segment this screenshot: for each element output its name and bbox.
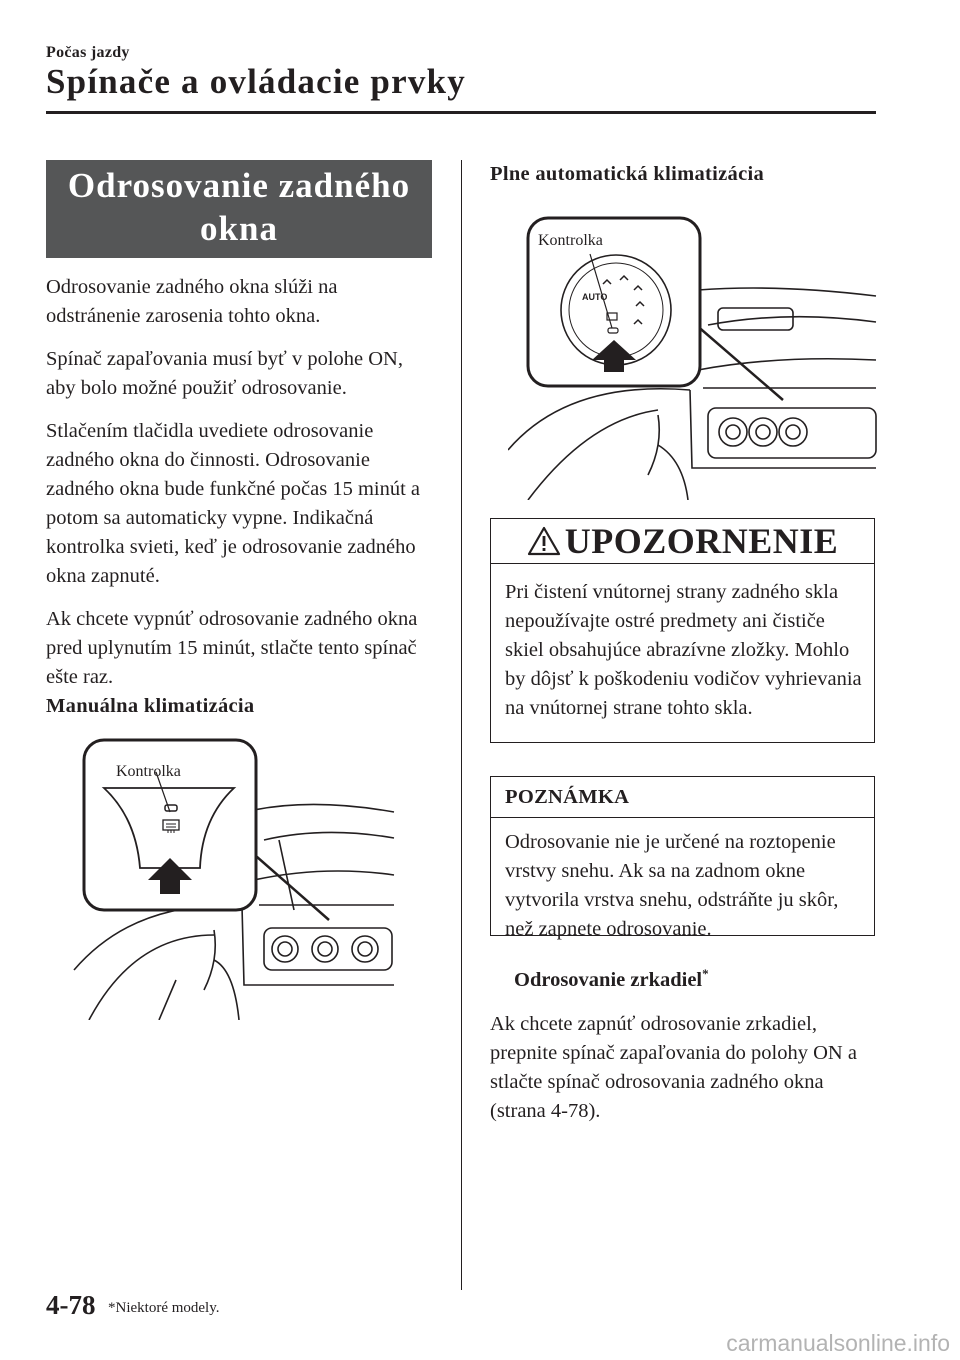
note-box (490, 776, 875, 940)
paragraph-operation: Stlačením tlačidla uvediete odrosovanie zadného okna do činnosti. Odrosovanie zadného okna bude funkčné počas 15 minút a potom sa automaticky vypne. Indikačná kontrolka svieti, keď je odrosovanie zadného okna zapnuté. (46, 420, 421, 587)
note-title: POZNÁMKA (491, 777, 874, 818)
header-rule (46, 111, 876, 114)
left-column (46, 160, 432, 721)
indicator-light-icon (165, 805, 177, 811)
warning-triangle-icon (527, 526, 561, 556)
subhead-manual-ac: Manuálna klimatizácia (46, 695, 255, 717)
section-label: Počas jazdy (46, 44, 130, 61)
indicator-label: Kontrolka (538, 232, 603, 249)
footnote-marker: * (702, 966, 709, 981)
paragraph-mirror-defroster: Ak chcete zapnúť odrosovanie zrkadiel, prepnite spínač zapaľovania do polohy ON a stlačte spínač odrosovania zadného okna (strana 4-78). (490, 1013, 857, 1122)
warning-text: Pri čistení vnútornej strany zadného skla nepoužívajte ostré predmety ani čističe skiel obsahujúce abrazívne zložky. Mohlo by dôjsť k poškodeniu vodičov vyhrievania na vnútornej strane tohto skla. (505, 581, 862, 719)
rear-defroster-icon (163, 820, 179, 830)
topic-title (46, 160, 432, 258)
note-text: Odrosovanie nie je určené na roztopenie vrstvy snehu. Ak sa na zadnom okne vytvorila vrstva snehu, odstráňte ju skôr, než zapnete odrosovanie. (505, 831, 839, 940)
column-divider (461, 160, 462, 1290)
paragraph-ignition: Spínač zapaľovania musí byť v polohe ON, aby bolo možné použiť odrosovanie. (46, 348, 403, 399)
manual-ac-figure (64, 730, 404, 1020)
warning-box (490, 518, 875, 743)
section-title: Spínače a ovládacie prvky (46, 62, 466, 101)
warning-title: UPOZORNENIE (564, 521, 839, 561)
paragraph-turn-off: Ak chcete vypnúť odrosovanie zadného okna pred uplynutím 15 minút, stlačte tento spínač ešte raz. (46, 608, 418, 688)
topic-title-line2: okna (200, 209, 278, 248)
indicator-label: Kontrolka (116, 763, 181, 780)
watermark: carmanualsonline.info (726, 1330, 950, 1356)
auto-ac-figure (508, 210, 878, 500)
right-column (490, 160, 876, 189)
footnote: *Niektoré modely. (108, 1300, 220, 1316)
page-number: 4-78 (46, 1290, 96, 1320)
auto-button-label: AUTO (582, 292, 608, 302)
warning-header (491, 519, 874, 564)
subhead-mirror-defroster (514, 966, 709, 992)
topic-title-line1: Odrosovanie zadného (67, 166, 411, 205)
indicator-light-icon (608, 328, 618, 333)
subhead-auto-ac: Plne automatická klimatizácia (490, 163, 765, 185)
paragraph-purpose: Odrosovanie zadného okna slúži na odstránenie zarosenia tohto okna. (46, 276, 338, 327)
mirror-head-text: Odrosovanie zrkadiel (514, 968, 703, 991)
